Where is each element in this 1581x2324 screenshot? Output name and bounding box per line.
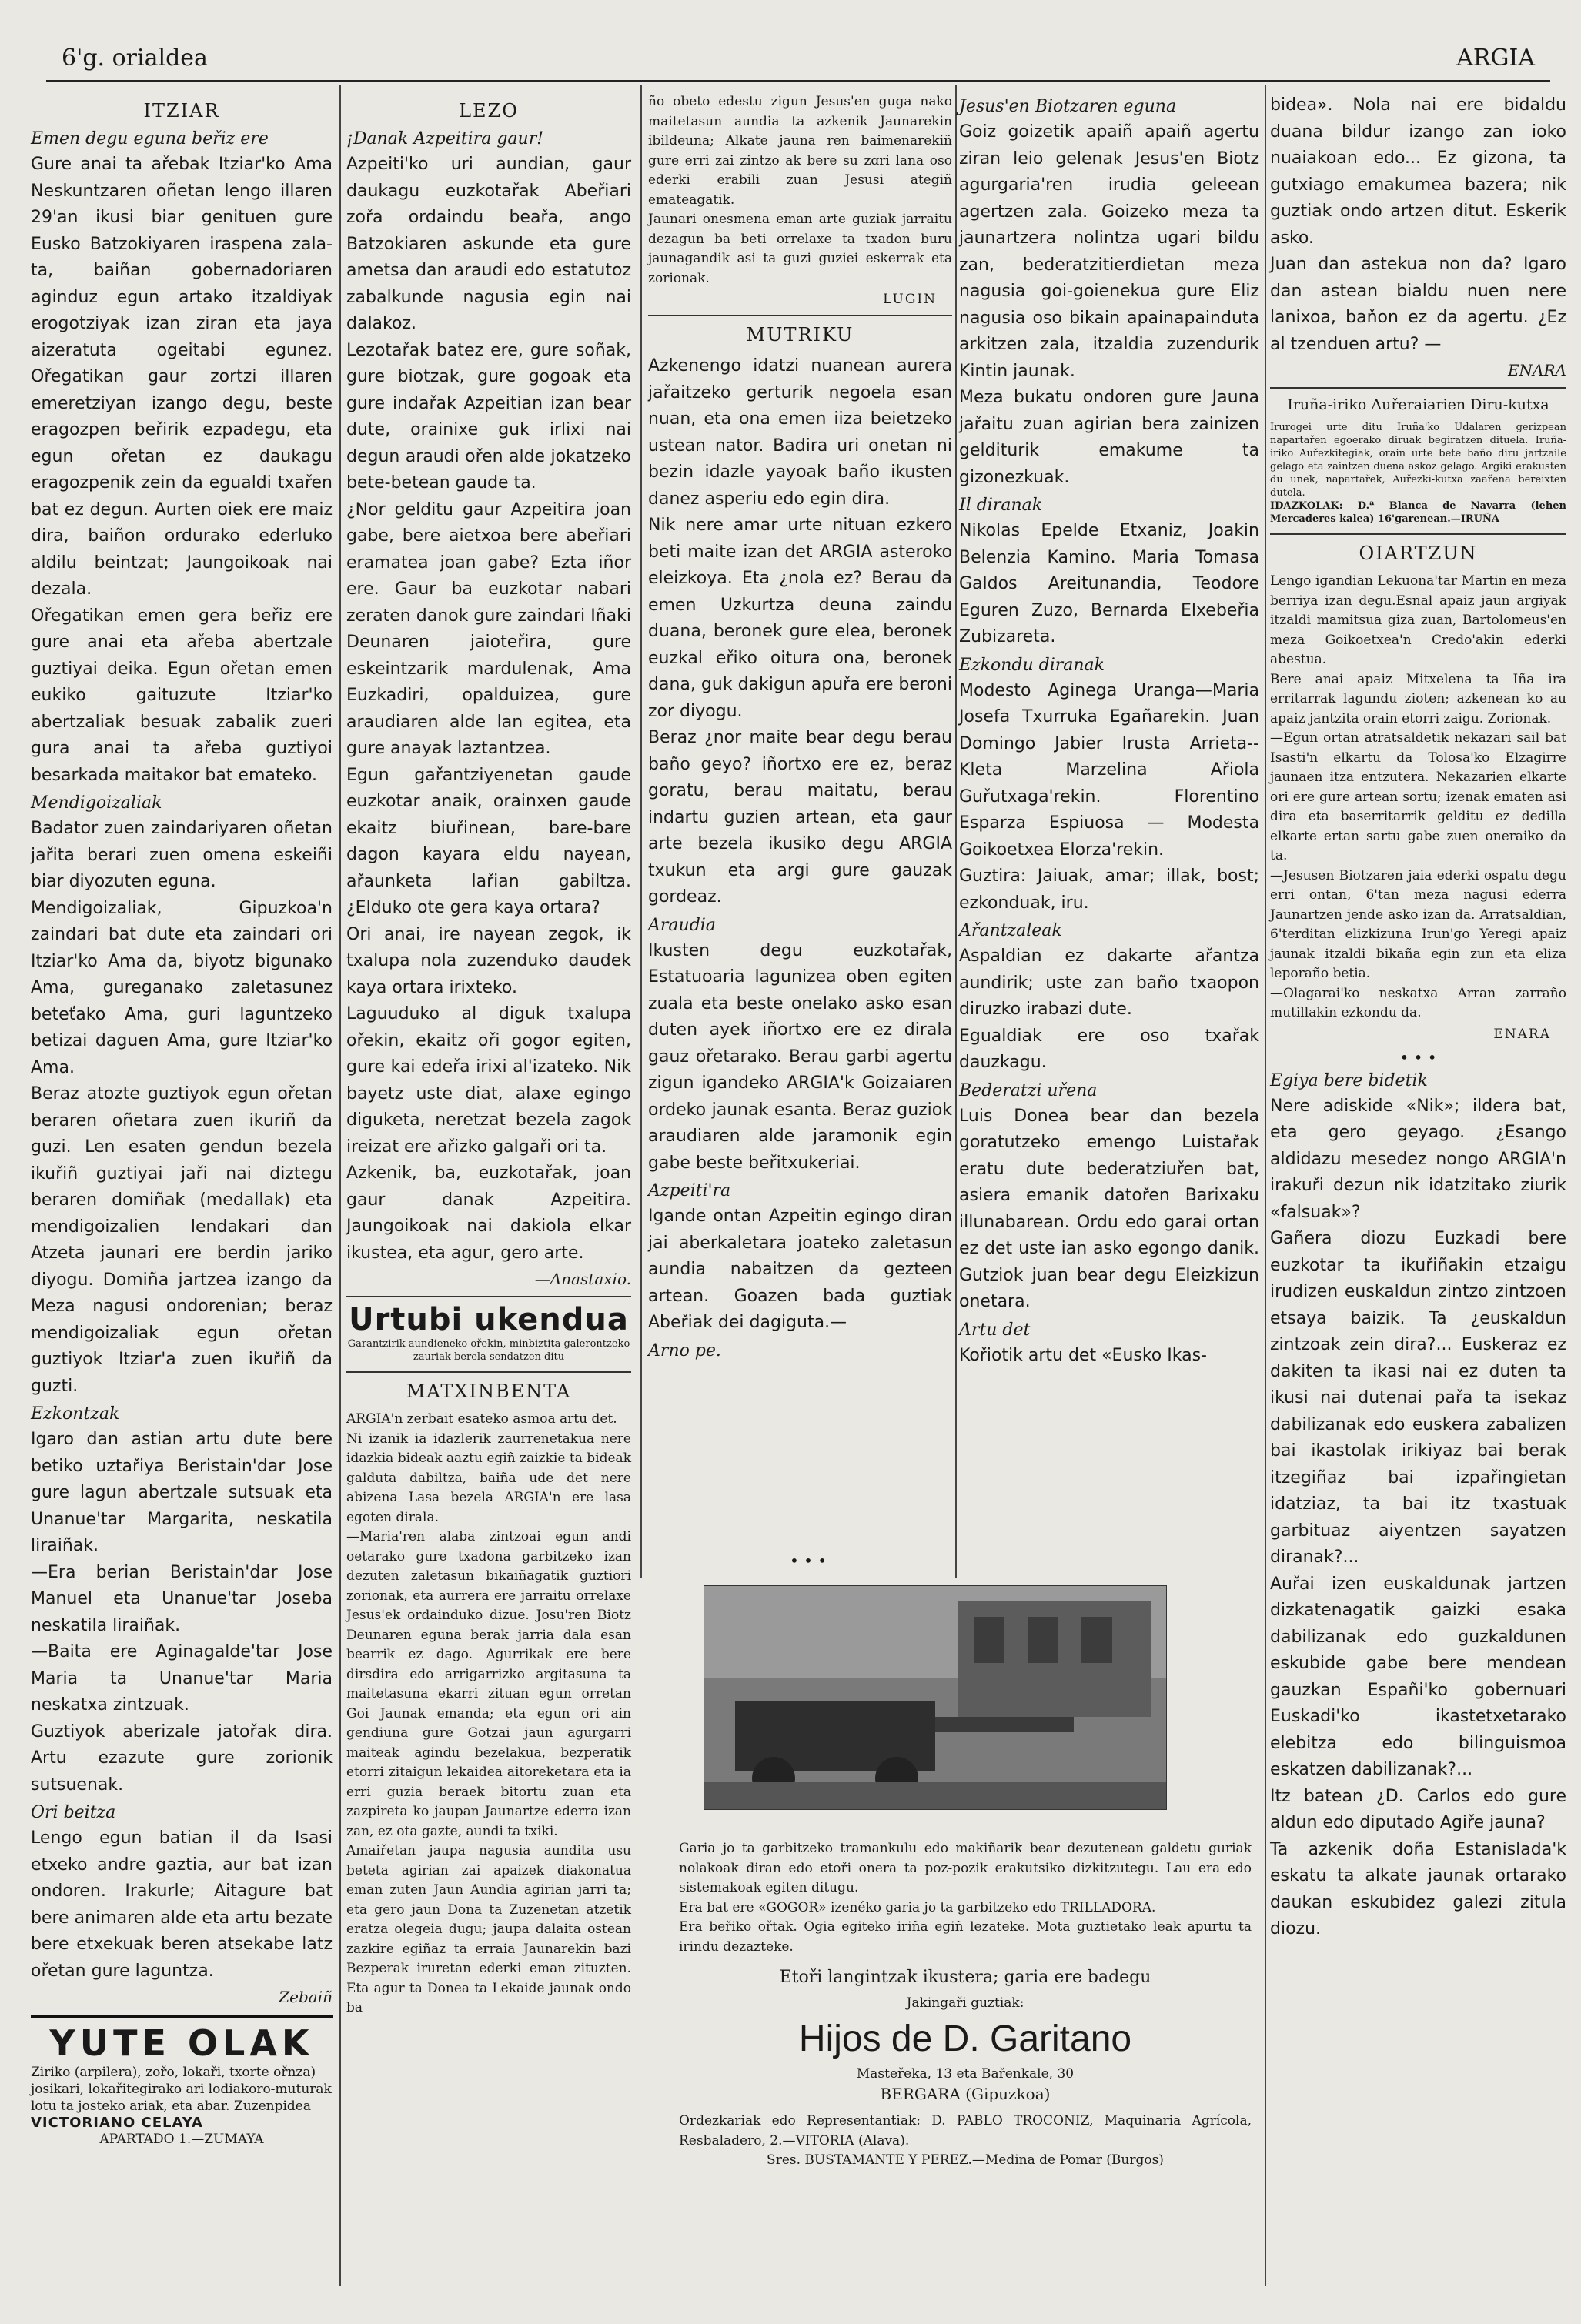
ad-body: Ziriko (arpilera), zořo, lokaři, txorte ořnza) josikari, lokařitegirako ari lodiakoro-muturak lotu ta josteko ariak, eta abar. Zuzenpidea — [31, 2065, 332, 2114]
paragraph: Lengo igandian Lekuona'tar Martin en meza berriya izan degu.Esnal apaiz jaun argiyak itzaldi mamitsua giza zuan, Bartolomeus'en meza Goikoetxea'n Credo'akin ederki abestua. — [1270, 573, 1566, 667]
subheading: Emen degu eguna beřiz ere — [31, 129, 269, 149]
paragraph: Nikolas Epelde Etxaniz, Joakin Belenzia Kamino. Maria Tomasa Galdos Areitunandia, Teodore Eguren Zuzo, Bernarda Elxebeřia Zubizareta. — [959, 521, 1259, 646]
page-header — [62, 45, 1535, 78]
box-foot: IDAZKOLAK: D.ª Blanca de Navarra (lehen Mercaderes kalea) 16'garenean.—IRUÑA — [1270, 500, 1566, 525]
section-title: ITZIAR — [143, 100, 220, 122]
paragraph: Itz batean ¿D. Carlos edo gure aldun edo diputado Agiře jauna? — [1270, 1786, 1566, 1832]
machinery-photo — [704, 1585, 1167, 1810]
subheading: Ori beitza — [31, 1803, 116, 1822]
subheading: Ařantzaleak — [959, 921, 1062, 940]
paragraph: Igaro dan astian artu dute bere betiko uztařiya Beristain'dar Jose gure lagun abertzale sutsuak eta Unanue'tar Margarita, neskatila liraiñak. — [31, 1430, 333, 1555]
column-mutriku-cont — [959, 92, 1259, 1578]
signature: LUGIN — [883, 292, 937, 307]
paragraph: ARGIA'n zerbait esateko asmoa artu det. — [346, 1411, 617, 1427]
ad-line: Jakingaři guztiak: — [906, 1995, 1024, 2011]
paragraph: Azkenengo idatzi nuanean aurera jařaitzeko gerturik negoela esan nuan, eta ona emen iiza beietzeko ustean nator. Badira uri onetan ni bezin idazle yayoak baño ikusten danez asperiu edo egin dira. — [648, 356, 952, 509]
ad-company: Hijos de D. Garitano — [798, 2018, 1132, 2059]
paragraph: Igande ontan Azpeitin egingo diran jai aberkaletara joateko zaletasun aundia nabaitzen da gezteen artean. Goazen bada guztiak Abeřiak dei dagiguta.— — [648, 1207, 952, 1332]
paragraph: Jaunari onesmena eman arte guziak jarraitu dezagun ba beti orrelaxe ta txadon buru jaunagandik asi ta guzi guziei eskerrak eta zorionak. — [648, 212, 952, 286]
column-divider — [640, 85, 642, 1578]
paragraph: Beraz atozte guztiyok egun ořetan beraren oñetara zuen ikuriñ da guzi. Len esaten gendun bezela ikuřiñ guztiyai jaři nai diztegu beraren domiñak (medallak) eta mendigoizalien lendakari dan Atzeta jaunari ere berdin jariko diyogu. Domiña jartzea izango da Meza nagusi ondorenian; beraz mendigoizaliak egun ořetan guztiyok Itziar'a zuen ikuřiñ da guzti. — [31, 1084, 333, 1396]
paragraph: Ikusten degu euzkotařak, Estatuoaria lagunizea oben egiten zuala eta beste onelako asko esan duten ayek iñortxo ere ez dirala gauz ořetarako. Berau garbi agertu zigun igandeko ARGIA'k Goizaiaren ordeko jaunak esanta. Beraz guziok araudiaren alde jaramonik egin gabe beste beřitxukeriai. — [648, 940, 952, 1173]
paragraph: Gañera diozu Euzkadi bere euzkotar ta ikuřiñakin etzaigu irudizen euskaldun zintzo zintzoen etsaya baizik. Ta ¿euskaldun zintzoak zein dira?... Euskeraz ez dakiten ta ikasi nai ez duten ta ikusi nai dutenai pařa ta isekaz dabilizanak edo euskera zabalizen bai ikastolak irikiyaz bai berak itzegiñaz bai izpařingietan idatziaz, ta bai itz txastuak garbituaz aiyentzen sayatzen diranak?... — [1270, 1229, 1566, 1567]
paragraph: Goiz goizetik apaiñ apaiñ agertu ziran leio gelenak Jesus'en Biotz agurgaria'ren irudia geleean agertzen zala. Goizeko meza ta jaunartzera nolintza ugari bildu zan, bederatzitierdietan meza nagusia goi-goienekua gure Eliz nagusia oso bikain apainapainduta arkitzen zala, itzaldia zuzendurik Kintin jaunak. — [959, 122, 1259, 381]
masthead-name: ARGIA — [1456, 45, 1535, 72]
paragraph: Ori anai, ire nayean zegok, ik txalupa nola zuzenduko daudek kaya ortara irixteko. — [346, 924, 631, 997]
section-title: OIARTZUN — [1359, 543, 1478, 564]
separator-stars: • • • — [1399, 1047, 1437, 1067]
column-divider — [955, 85, 957, 1578]
header-rule — [46, 80, 1550, 82]
paragraph: Juan dan astekua non da? Igaro dan astean bialdu nuen nere lanixoa, baňon ez da agertu. ¿Ez al tzenduen artu? — — [1270, 255, 1566, 354]
paragraph: Egun gařantziyenetan gaude euzkotar anaik, orainxen gaude ekaitz biuřinean, bare-bare dagon kayara eldu nayean, ařaunketa lařian gabiltza. ¿Elduko ote gera kaya ortara? — [346, 765, 631, 917]
garitano-ad — [648, 1585, 1259, 2247]
signature: Zebaiñ — [279, 1988, 333, 2006]
paragraph: —Jesusen Biotzaren jaia ederki ospatu degu erri ontan, 6'tan meza nagusi ederra Jaunartzen jende asko izan da. Arratsaldian, 6'terditan elizkizuna Irun'go Yeregi apaiz jaunak itzaldi bikaña egin zun eta eliza leporaño betia. — [1270, 867, 1566, 981]
paragraph: Ta azkenik doña Estanislada'k eskatu ta alkate jaunak ortarako daukan eskubidez galezi zitula diozu. — [1270, 1839, 1566, 1938]
signature: ENARA — [1507, 361, 1566, 379]
divider — [346, 1371, 631, 1373]
subheading: Ezkondu diranak — [959, 655, 1105, 675]
paragraph: —Olagarai'ko neskatxa Arran zarraño mutillakin ezkondu da. — [1270, 985, 1566, 1020]
paragraph: Lengo egun batian il da Isasi etxeko andre gaztia, aur bat izan ondoren. Irakurle; Aitagure bat bere animaren alde eta artu bezate bere etxekuak beren atsekabe latz ořetan gure laguntza. — [31, 1828, 333, 1981]
paragraph: —Baita ere Aginagalde'tar Jose Maria ta Unanue'tar Maria neskatxa zintzuak. — [31, 1642, 333, 1715]
column-divider — [1265, 85, 1266, 2286]
box-title: Iruña-iriko Auřeraiarien Diru-kutxa — [1287, 396, 1549, 413]
signature: ENARA — [1493, 1026, 1551, 1042]
paragraph: Gure anai ta ařebak Itziar'ko Ama Neskuntzaren oñetan lengo illaren 29'an ikusi biar genituen gure Eusko Batzokiyaren iraspena zala-ta, baiñan gobernadoriaren aginduz egun artako itzaldiyak erogotziyak izan ziran eta jaya aizeratuta ogeitabi egunez. Ořegatikan gaur zortzi illaren emeretziyan izango degu, beste eragozpen beřirik ezpadegu, eta egun ořetan ez daukagu eragozpenik zein da egualdi txařen bat ez degun. Aurten oiek ere maiz dira, baiñon ordurako ederluko aldilu beintzat; Jaungoikoak nai dezala. — [31, 155, 333, 599]
subheading: Ezkontzak — [31, 1404, 120, 1424]
paragraph: Nere adiskide «Nik»; ildera bat, eta gero geyago. ¿Esango aldidazu mesedez nongo ARGIA'n irakuři dezun nik idatzitako ziurik «falsuak»? — [1270, 1096, 1566, 1222]
section-title: MUTRIKU — [746, 324, 854, 346]
paragraph: Azpeiti'ko uri aundian, gaur daukagu euzkotařak Abeřiari zořa ordaindu beařa, ango Batzokiaren askunde eta gure ametsa dan araudi edo estatutoz zabalkunde nagusia egin nai dalakoz. — [346, 155, 631, 333]
ad-reps2: Sres. BUSTAMANTE Y PEREZ.—Medina de Pomar (Burgos) — [767, 2152, 1164, 2168]
paragraph: Badator zuen zaindariyaren oñetan jařita berari zuen omena eskeiñi biar diyozuten eguna. — [31, 819, 333, 891]
paragraph: ¿Nor gelditu gaur Azpeitira joan gabe, bere aietxoa bere abeřiari eramatea joan gabe? Ezta iñor ere. Gaur ba euzkotar nabari zeraten danok gure zaindari Iñaki Deunaren jaioteřira, gure eskeintzarik mardulenak, Ama Euzkadiri, opalduizea, gure araudiaren alde lan egitea, eta gure anayak laztantzea. — [346, 499, 631, 758]
paragraph: Bere anai apaiz Mitxelena ta Iña ira erritarrak lagundu zioten; azkenean ko au apaiz jantzita orain etorri zaigu. Zorionak. — [1270, 671, 1566, 726]
subheading: Araudia — [648, 915, 716, 935]
paragraph: Luis Donea bear dan bezela goratutzeko emengo Luistařak eratu dute bederatziuřen bat, asiera emanik datořen Barixaku illunabarean. Ordu edo garai ortan ez det uste ian asko egongo danik. Gutziok juan bear degu Eleizkizun onetara. — [959, 1106, 1259, 1311]
paragraph: —Egun ortan atratsaldetik nekazari sail bat Isasti'n elkartu da Tolosa'ko Elzagirre jaunaen itza entzutera. Nekazarien elkarte ori ere gure artean sortu; izenak ematen asi dira eta baserritarrik gelditu ez dedilla elkarte ertan sartu gabe zuen oneraiko da ta. — [1270, 730, 1566, 863]
subheading: Il diranak — [959, 496, 1043, 515]
ad-paragraph: Era beřiko ořtak. Ogia egiteko iriña egiñ lezateke. Mota guztietako leak apurtu ta irindu dezazteke. — [679, 1919, 1252, 1955]
signature: —Anastaxio. — [534, 1270, 631, 1288]
ad-company: VICTORIANO CELAYA — [31, 2115, 203, 2131]
paragraph: Kořiotik artu det «Eusko Ikas- — [959, 1345, 1207, 1365]
paragraph: Meza bukatu ondoren gure Jauna jařaitu zuan agirian bera zainizen gelditurik emakume ta gizonezkuak. — [959, 388, 1259, 487]
paragraph: Lezotařak batez ere, gure soñak, gure biotzak, gure gogoak eta gure indařak Azpeitian izan bear dute, orainixe guk irlixi nai degun araudi ořen alde jokatzeko bete-betean gaude ta. — [346, 340, 631, 493]
subheading: Jesus'en Biotzaren eguna — [959, 97, 1177, 116]
section-title: MATXINBENTA — [406, 1381, 572, 1402]
subheading: Mendigoizaliak — [31, 793, 162, 813]
subheading: Bederatzi uřena — [959, 1080, 1098, 1100]
separator-stars: • • • — [789, 1551, 827, 1570]
signature: Arno pe. — [648, 1341, 721, 1361]
divider — [1270, 533, 1566, 535]
paragraph: —Maria'ren alaba zintzoai egun andi oetarako gure txadona garbitzeko izan dezuten zaletasun bikaiñagatik guztiori zorionak, eta aurrera ere jarraitu orrelaxe Jesus'ek ordainduko dizue. Josu'ren Biotz Deunaren eguna berak jarria dala esan bearrik ez dago. Agurrikak ere bere dirsdira edo arrigarrizko argitasuna ta maitetasuna ekarri zituan egun orretan Goi Jaunak emanda; eta egun ori ain gendiuna gure Gotzai jaun agurgarri maiteak agindu bezelakua, bezperatik etorri zitaigun lekaidea aitoreketara eta ia erri guzia beraek bitortu zuan eta zazpireta ko jaupan Jaunartze ederra izan zan, ez ota gazte, aundi ta txiki. — [346, 1529, 631, 1839]
ad-paragraph: Garia jo ta garbitzeko tramankulu edo makiñarik bear dezutenean galdetu guriak nolakoak diran edo etoři onera ta poz-pozik erakutsiko dizkitzutegu. Lau era edo sistemakoak egiten ditugu. — [679, 1841, 1252, 1895]
ad-city: BERGARA (Gipuzkoa) — [880, 2084, 1051, 2103]
paragraph: ño obeto edestu zigun Jesus'en guga nako maitetasun aundia ta azkenik Jaunarekin ibildeuna; Alkate jauna ren baimenarekiñ gure erri zai zintzo ak bere su zɑri lana oso ederki erabili zuan Jesusi ategiñ emateagatik. — [648, 94, 952, 208]
paragraph: Modesto Aginega Uranga—Maria Josefa Txurruka Egañarekin. Juan Domingo Jabier Irusta Arrieta--Kleta Marzelina Ařiola Guřutxaga'rekin. Florentino Esparza Espiuosa — Modesta Goikoetxea Elorza'rekin. — [959, 680, 1259, 860]
column-oiartzun — [1270, 92, 1566, 2309]
paragraph: Beraz ¿nor maite bear degu berau baño geyo? iñortxo ere ez, beraz goratu, berau maitatu, berau indartu guzien artean, eta gaur arte bezela ikusiko degu ARGIA txukun eta argi gure gauzak gordeaz. — [648, 728, 952, 907]
ad-address: APARTADO 1.—ZUMAYA — [99, 2132, 264, 2147]
ad-text-block — [679, 1839, 1252, 2171]
column-mutriku — [648, 92, 952, 1578]
ad-paragraph: Era bat ere «GOGOR» izenéko garia jo ta garbitzeko edo TRILLADORA. — [679, 1899, 1156, 1915]
paragraph: Aspaldian ez dakarte ařantza aundirik; uste zan baño txaopon diruzko irabazi dute. — [959, 947, 1259, 1019]
paragraph: —Era berian Beristain'dar Jose Manuel eta Unanue'tar Joseba neskatila liraiñak. — [31, 1562, 333, 1635]
ad-address: Masteřeka, 13 eta Bařenkale, 30 — [856, 2066, 1075, 2082]
paragraph: Amaiřetan jaupa nagusia aundita usu beteta agirian zai apaizek diakonatua eman zuten Jaun Aundia agirian jarri ta; eta gero jaun Dona ta Zuzenetan atzetik eratza olegeia dugu; jaupa dalaita ostean zazkire egiñaz ta erraia Jaunarekin bazi Bezperak iruretan ederki eman zituzten. Eta agur ta Donea ta Lekaide jaunak ondo ba — [346, 1843, 631, 2015]
ad-line: Etoři langintzak ikustera; garia ere badegu — [779, 1968, 1151, 1987]
paragraph: Mendigoizaliak, Gipuzkoa'n zaindari bat dute eta zaindari ori Itziar'ko Ama da, biyotz bigunako Ama, gureganako zaletasunez beteťako Ama, guri laguntzeko betizai daguen Ama, gure Itziar'ko Ama. — [31, 898, 333, 1077]
divider — [1270, 387, 1566, 389]
subheading: ¡Danak Azpeitira gaur! — [346, 129, 544, 149]
paragraph: Guztiyok aberizale jatořak dira. Artu ezazute gure zorionik sutsuenak. — [31, 1721, 333, 1795]
ad-title: YUTE OLAK — [49, 2022, 314, 2064]
yute-olak-ad — [31, 2015, 333, 2148]
subheading: Azpeiti'ra — [648, 1181, 731, 1200]
column-itziar — [31, 92, 333, 2286]
paragraph: Ni izanik ia idazlerik zaurrenetakua nere idazkia bideak aaztu egiñ zaizkie ta bideak galduta dabiltza, baiña ude det nere abizena Lasa bezela ARGIA'n ere lasa egoten dirala. — [346, 1431, 631, 1525]
ad-reps: Ordezkariak edo Representantiak: D. PABLO TROCONIZ, Maquinaria Agrícola, Resbaladero, 2.—VITORIA (Alava). — [679, 2113, 1252, 2149]
urtubi-ad-title: Urtubi ukendua — [346, 1296, 631, 1337]
subheading: Artu det — [959, 1320, 1031, 1340]
divider — [648, 315, 952, 316]
paragraph: Auřai izen euskaldunak jartzen dizkatenagatik gaizki esaka dabilizanak edo guzkaldunen eskubide gabe bere mendean gauzkan Españi'ko gobernuari Euskadi'ko ikastetxetarako elebitza edo bilinguismoa eskatzen dabilizanak?... — [1270, 1574, 1566, 1779]
box-body: Irurogei urte ditu Iruña'ko Udalaren gerizpean napartařen egoerako diruak begiratzen dituela. Iruña-iriko Auřezkitegiak, orain urte bete baño diru jartzaile gelago eta zaintzen duena askoz gelago. Argiki erakusten du unek, napartařek, Auřezki-kutxa zaařena bereixten dutela. — [1270, 422, 1566, 499]
paragraph: Egualdiak ere oso txařak dauzkagu. — [959, 1026, 1259, 1072]
subheading: Egiya bere bidetik — [1270, 1070, 1428, 1090]
page-number: 6'g. orialdea — [62, 45, 208, 72]
column-lezo — [346, 92, 631, 2015]
paragraph: Nik nere amar urte nituan ezkero beti maite izan det ARGIA asteroko eleizkoya. Eta ¿nola ez? Berau da emen Uzkurtza deuna zaindu duana, beronek gure elea, beronek euzkal eřiko oitura ona, beronek dana, guk dakigun apuřa ere beroni zor diyogu. — [648, 516, 952, 721]
paragraph: Laguuduko al diguk txalupa ořekin, ekaitz oři gogor egiten, gure kai edeřa irixi al'izateko. Nik bayetz uste diat, alaxe egingo diguketa, neretzat bezela zagok ireizat ere ařizko galgaři ori ta. — [346, 1004, 631, 1157]
paragraph: Ořegatikan emen gera beřiz ere gure anai eta ařeba abertzale guztiyai deika. Egun ořetan emen eukiko gaituzute Itziar'ko abertzaliak besuak zabalik zueri gura anai ta ařeba guztiyoi besarkada maitakor bat emateko. — [31, 606, 333, 785]
column-divider — [339, 85, 341, 2286]
paragraph: bidea». Nola nai ere bidaldu duana bildur izango zan ioko nuaiakoan edo... Ez gizona, ta gutxiago emakumea bazera; nik guztiak ondo artzen ditut. Eskerik asko. — [1270, 95, 1566, 248]
urtubi-ad-text: Garantzirik aundieneko ořekin, minbiztita galerontzeko zauriak berela sendatzen ditu — [347, 1338, 630, 1363]
machinery-photo-art — [704, 1586, 1166, 1809]
paragraph: Guztira: Jaiuak, amar; illak, bost; ezkonduak, iru. — [959, 866, 1259, 913]
section-title: LEZO — [459, 100, 519, 122]
paragraph: Azkenik, ba, euzkotařak, joan gaur danak Azpeitira. Jaungoikoak nai dakiola elkar ikustea, eta agur, gero arte. — [346, 1164, 631, 1263]
